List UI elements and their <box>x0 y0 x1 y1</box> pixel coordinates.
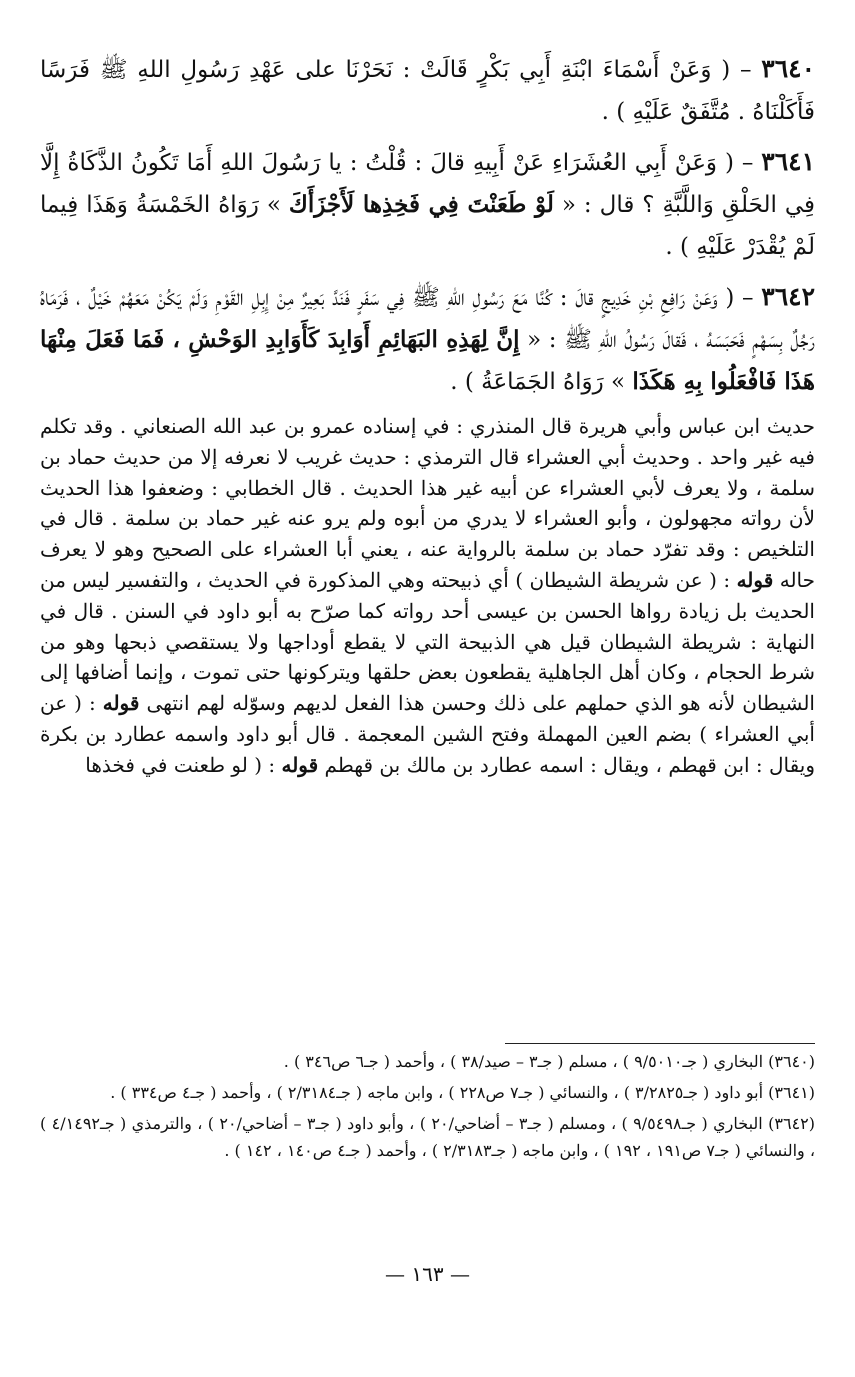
page-number: — ١٦٣ — <box>385 1262 470 1286</box>
hadith-text: – ( وَعَنْ أَبِي العُشَرَاءِ عَنْ أَبِيهِ قالَ : قُلْتُ : يا رَسُولَ اللهِ أَمَا تَكُونُ الذَّكَاةُ إِلَّا فِي الحَلْقِ وَاللَّبَّةِ ؟ قال : « <box>40 150 815 218</box>
hadith-text: – ( وَعَنْ أَسْمَاءَ ابْنَةِ أَبِي بَكْرٍ قَالَتْ : نَحَرْنَا على عَهْدِ رَسُولِ اللهِ ﷺ فَرَسًا فَأَكَلْنَاهُ . مُتَّفَقٌ عَلَيْهِ ) . <box>40 57 815 125</box>
hadith-3642 <box>40 276 815 403</box>
commentary <box>40 411 815 781</box>
hadith-number: ٣٦٤١ <box>761 147 815 176</box>
hadith-3641 <box>40 141 815 268</box>
footnote: (٣٦٤١) أبو داود ( جـ٣/٢٨٢٥ ) ، والنسائي ( جـ٧ ص٢٢٨ ) ، وابن ماجه ( جـ٢/٣١٨٤ ) ، وأحمد ( جـ٤ ص٣٣٤ ) . <box>110 1083 815 1102</box>
footnotes <box>40 1048 815 1168</box>
hadith-text-end: » رَوَاهُ الجَمَاعَةُ ) . <box>450 369 633 395</box>
hadith-text: – ( وَعَنْ رَافِعِ بْنِ خَدِيجٍ قالَ : كُنَّا مَعَ رَسُولِ اللهِ ﷺ فِي سَفَرٍ فَنَدَّ بَعِيرٌ مِنْ إِبِلِ القَوْمِ وَلَمْ يَكُنْ مَعَهُمْ خَيْلٌ ، فَرَمَاهُ رَجُلٌ بِسَهْمٍ فَحَبَسَهُ ، فَقالَ رَسُولُ اللهِ ﷺ : « <box>40 285 815 353</box>
commentary-part: حديث ابن عباس وأبي هريرة قال المنذري : في إسناده عمرو بن عبد الله الصنعاني . وقد تكلم فيه غير واحد . وحديث أبي العشراء قال الترمذي : حديث غريب لا نعرفه إلا من حديث حماد بن سلمة ، ولا يعرف لأبي العشراء عن أبيه غير هذا الحديث . قال الخطابي : وضعفوا هذا الحديث لأن رواته مجهولون ، وأبو العشراء لا يدري من أبوه ولم يرو عنه غير حماد بن سلمة . قال في التلخيص : وقد تفرّد حماد بن سلمة بالرواية عنه ، يعني أبا العشراء على الصحيح وهو لا يعرف حاله <box>40 414 815 592</box>
footnote-divider <box>505 1043 815 1044</box>
hadith-quote: لَوْ طَعَنْتَ فِي فَخِذِها لَأَجْزَأَكَ <box>288 191 554 218</box>
hadith-number: ٣٦٤٢ <box>761 282 815 311</box>
commentary-part: : ( عن أبي العشراء ) بضم العين المهملة وفتح الشين المعجمة . قال أبو داود واسمه عطارد بن بكرة ويقال : ابن قهطم ، ويقال : اسمه عطارد بن مالك بن قهطم <box>40 691 815 777</box>
page-body <box>40 48 815 801</box>
commentary-keyword: قوله <box>102 691 140 716</box>
hadith-3640 <box>40 48 815 133</box>
commentary-keyword: قوله <box>281 752 319 777</box>
footnote: (٣٦٤٢) البخاري ( جـ٩/٥٤٩٨ ) ، ومسلم ( جـ٣ – أضاحي/٢٠ ) ، وأبو داود ( جـ٣ – أضاحي/٢٠ ) ، والترمذي ( جـ٤/١٤٩٢ ) ، والنسائي ( جـ٧ ص١٩١ ، ١٩٢ ) ، وابن ماجه ( جـ٢/٣١٨٣ ) ، وأحمد ( جـ٤ ص١٤٠ ، ١٤٢ ) . <box>40 1114 815 1160</box>
hadith-text-end: » رَوَاهُ الخَمْسَةُ وَهَذَا فِيما لَمْ يُقْدَرْ عَلَيْهِ ) . <box>40 192 815 260</box>
hadith-quote: إِنَّ لِهَذِهِ البَهَائِمِ أَوَابِدَ كَأَوَابِدِ الوَحْشِ ، فَمَا فَعَلَ مِنْهَا هَذَا فَافْعَلُوا بِهِ هَكَذَا <box>40 326 815 395</box>
footnote: (٣٦٤٠) البخاري ( جـ٩/٥٠١٠ ) ، مسلم ( جـ٣ – صيد/٣٨ ) ، وأحمد ( جـ٦ ص٣٤٦ ) . <box>283 1052 815 1071</box>
commentary-part: : ( لو طعنت في فخذها <box>85 752 282 777</box>
hadith-number: ٣٦٤٠ <box>761 54 815 83</box>
commentary-part: : ( عن شريطة الشيطان ) أي ذبيحته وهي المذكورة في الحديث ، والتفسير ليس من الحديث بل زيادة رواها الحسن بن عيسى أحد رواته كما صرّح به أبو داود في السنن . قال في النهاية : شريطة الشيطان قيل هي الذبيحة التي لا يقطع أوداجها ولا يستقصي ذبحها وهو من شرط الحجام ، وكان أهل الجاهلية يقطعون بعض حلقها ويتركونها حتى تموت ، وإنما أضافها إلى الشيطان لأنه هو الذي حملهم على ذلك وحسن هذا الفعل لديهم وسوّله لهم انتهى <box>40 567 815 716</box>
commentary-keyword: قوله <box>736 567 774 592</box>
